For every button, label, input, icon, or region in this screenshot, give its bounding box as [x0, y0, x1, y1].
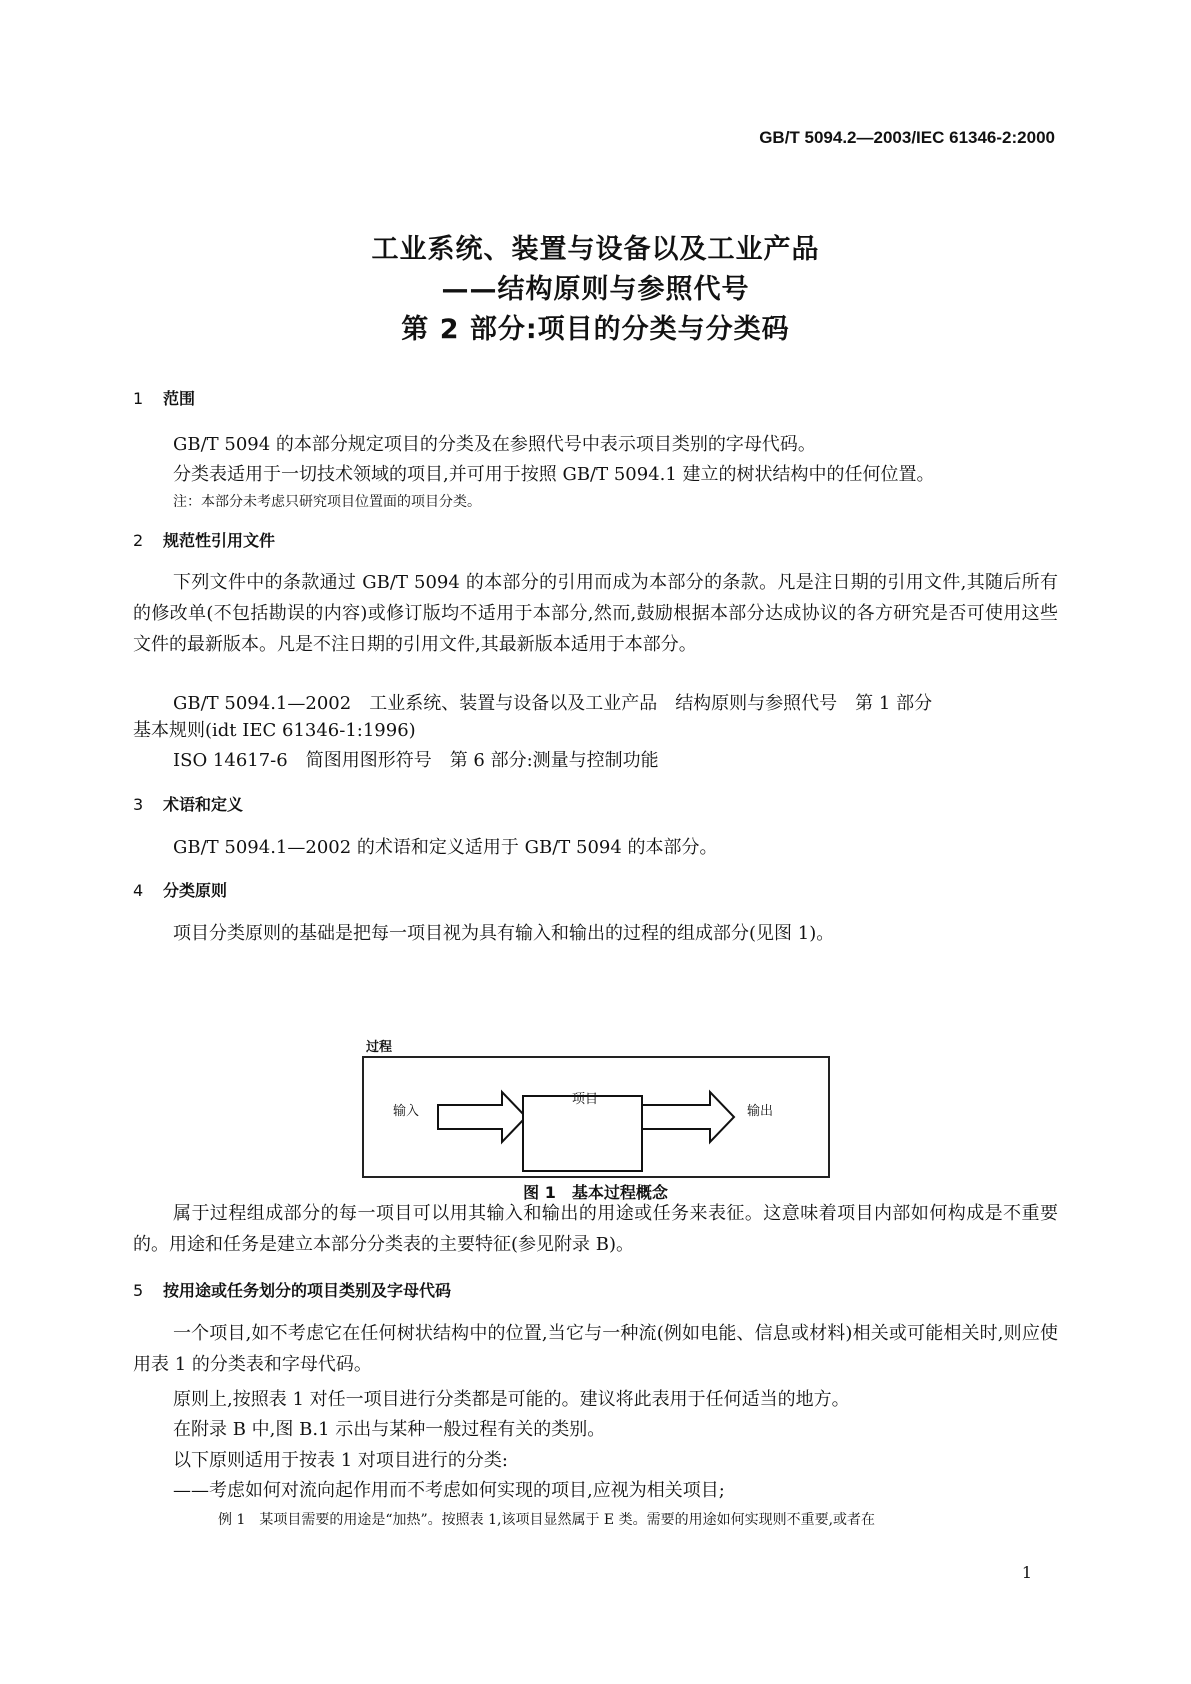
title-line-3: 第 2 部分:项目的分类与分类码	[401, 314, 790, 345]
section-title: 术语和定义	[163, 795, 244, 814]
section-1-para-2: 分类表适用于一切技术领域的项目,并可用于按照 GB/T 5094.1 建立的树状结构中的任何位置。	[173, 464, 935, 485]
section-5-para-4: 以下原则适用于按表 1 对项目进行的分类:	[173, 1450, 508, 1471]
document-title	[0, 230, 1191, 350]
figure-item-label: 项目	[572, 1092, 599, 1107]
section-1-para-1: GB/T 5094 的本部分规定项目的分类及在参照代号中表示项目类别的字母代码。	[173, 434, 816, 455]
item-box	[523, 1096, 642, 1171]
section-4-heading	[133, 878, 227, 901]
section-1-note: 注：本部分未考虑只研究项目位置面的项目分类。	[173, 494, 481, 510]
section-1-heading	[133, 386, 195, 409]
figure-process-label: 过程	[366, 1040, 393, 1055]
standard-code: GB/T 5094.2—2003/IEC 61346-2:2000	[759, 128, 1055, 147]
output-arrow	[642, 1092, 734, 1142]
section-5-para-2: 原则上,按照表 1 对任一项目进行分类都是可能的。建议将此表用于任何适当的地方。	[173, 1389, 850, 1410]
title-line-1: 工业系统、装置与设备以及工业产品	[371, 234, 820, 265]
section-number: 1	[133, 389, 144, 408]
section-title: 规范性引用文件	[163, 531, 276, 550]
section-number: 4	[133, 881, 144, 900]
section-5-heading	[133, 1278, 451, 1301]
title-line-2: ——结构原则与参照代号	[441, 274, 750, 305]
figure-output-label: 输出	[747, 1104, 774, 1119]
figure-input-label: 输入	[393, 1104, 420, 1119]
section-5-bullet-1: ——考虑如何对流向起作用而不考虑如何实现的项目,应视为相关项目;	[173, 1480, 725, 1501]
section-2-para-1: 下列文件中的条款通过 GB/T 5094 的本部分的引用而成为本部分的条款。凡是注日期的引用文件,其随后所有的修改单(不包括勘误的内容)或修订版均不适用于本部分,然而,鼓励根据本部分达成协议的各方研究是否可使用这些文件的最新版本。凡是不注日期的引用文件,其最新版本适用于本部分。	[133, 572, 1058, 655]
reference-1-line-1: GB/T 5094.1—2002 工业系统、装置与设备以及工业产品 结构原则与参照代号 第 1 部分	[173, 693, 933, 714]
section-title: 范围	[163, 389, 196, 408]
section-number: 3	[133, 795, 144, 814]
section-3-para-1: GB/T 5094.1—2002 的术语和定义适用于 GB/T 5094 的本部分。	[173, 837, 718, 858]
section-3-heading	[133, 792, 243, 815]
section-4-para-1: 项目分类原则的基础是把每一项目视为具有输入和输出的过程的组成部分(见图 1)。	[173, 923, 835, 944]
section-5-para-3: 在附录 B 中,图 B.1 示出与某种一般过程有关的类别。	[173, 1419, 606, 1440]
section-5-para-1: 一个项目,如不考虑它在任何树状结构中的位置,当它与一种流(例如电能、信息或材料)相关或可能相关时,则应使用表 1 的分类表和字母代码。	[133, 1323, 1058, 1375]
section-2-heading	[133, 528, 275, 551]
section-title: 按用途或任务划分的项目类别及字母代码	[163, 1281, 452, 1300]
section-number: 2	[133, 531, 144, 550]
section-5-example-1: 例 1 某项目需要的用途是“加热”。按照表 1,该项目显然属于 E 类。需要的用途如何实现则不重要,或者在	[218, 1512, 876, 1528]
reference-1-line-2: 基本规则(idt IEC 61346-1:1996)	[133, 720, 416, 741]
section-number: 5	[133, 1281, 144, 1300]
page-number: 1	[1021, 1563, 1032, 1582]
reference-2: ISO 14617-6 简图用图形符号 第 6 部分:测量与控制功能	[173, 750, 659, 771]
figure-1-caption: 图 1 基本过程概念	[523, 1183, 668, 1202]
section-title: 分类原则	[163, 881, 228, 900]
section-4-para-2: 属于过程组成部分的每一项目可以用其输入和输出的用途或任务来表征。这意味着项目内部如何构成是不重要的。用途和任务是建立本部分分类表的主要特征(参见附录 B)。	[133, 1203, 1058, 1255]
input-arrow	[438, 1092, 526, 1142]
